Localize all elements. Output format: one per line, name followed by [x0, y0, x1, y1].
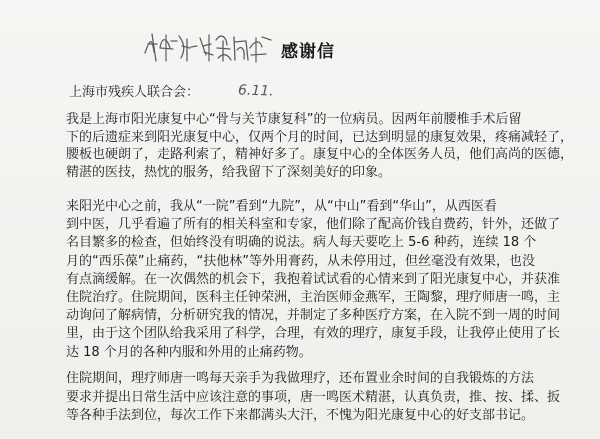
handwritten-note [142, 30, 274, 64]
letter-paragraph: 来阳光中心之前，我从“一院”看到“九院”，从“中山”看到“华山”，从西医看 到中医，几乎看遍了所有的相关科室和专家，他们除了配高价钱自费药，针外，还做了 名目繁多的检查，但始终没有明确的说法。病人每天要吃上 5-6 种药，连续 18 个 月的“西乐葆”止痛药，“扶他林”等外用膏药，从未停用过，但丝毫没有效果，也没 有点滴缓解。在一次偶然的机会下，我抱着试试看的心情来到了阳光康复中心，并获准 住院治疗。住院期间，医科主任钟荣洲，主治医师金燕军，王陶黎，理疗师唐一鸣，主 动询问了解病情，分析研究我的情况，并制定了多种医疗方案，在入院不到一周的时间 里，由于这个团队给我采用了科学，合理，有效的理疗，康复手段，让我停止使用了长 达 18 个月的各种内服和外用的止痛药物。 [66, 199, 561, 360]
letter-paragraph: 住院期间，理疗师唐一鸣每天亲手为我做理疗，还布置业余时间的自我锻炼的方法 要求并提出日常生活中应该注意的事项，唐一鸣医术精湛，认真负责，推、按、揉、扳 等各种手法到位，每次工作下来都满头大汗，不愧为阳光康复中心的好支部书记。 [66, 371, 561, 423]
letter-salutation: 上海市残疾人联合会： [69, 85, 200, 100]
handwritten-date-mark: 6.11. [237, 82, 274, 100]
letter-title: 感谢信 [281, 42, 335, 62]
letter-paragraph: 我是上海市阳光康复中心“骨与关节康复科”的一位病员。因两年前腰椎手术后留 下的后遗症来到阳光康复中心，仅两个月的时间，已达到明显的康复效果，疼痛减轻了， 腰板也硬朗了，走路利索了，精神好多了。康复中心的全体医务人员，他们高尚的医德， 精湛的医技，热忱的服务，给我留下了深刻美好的印象。 [66, 112, 574, 180]
